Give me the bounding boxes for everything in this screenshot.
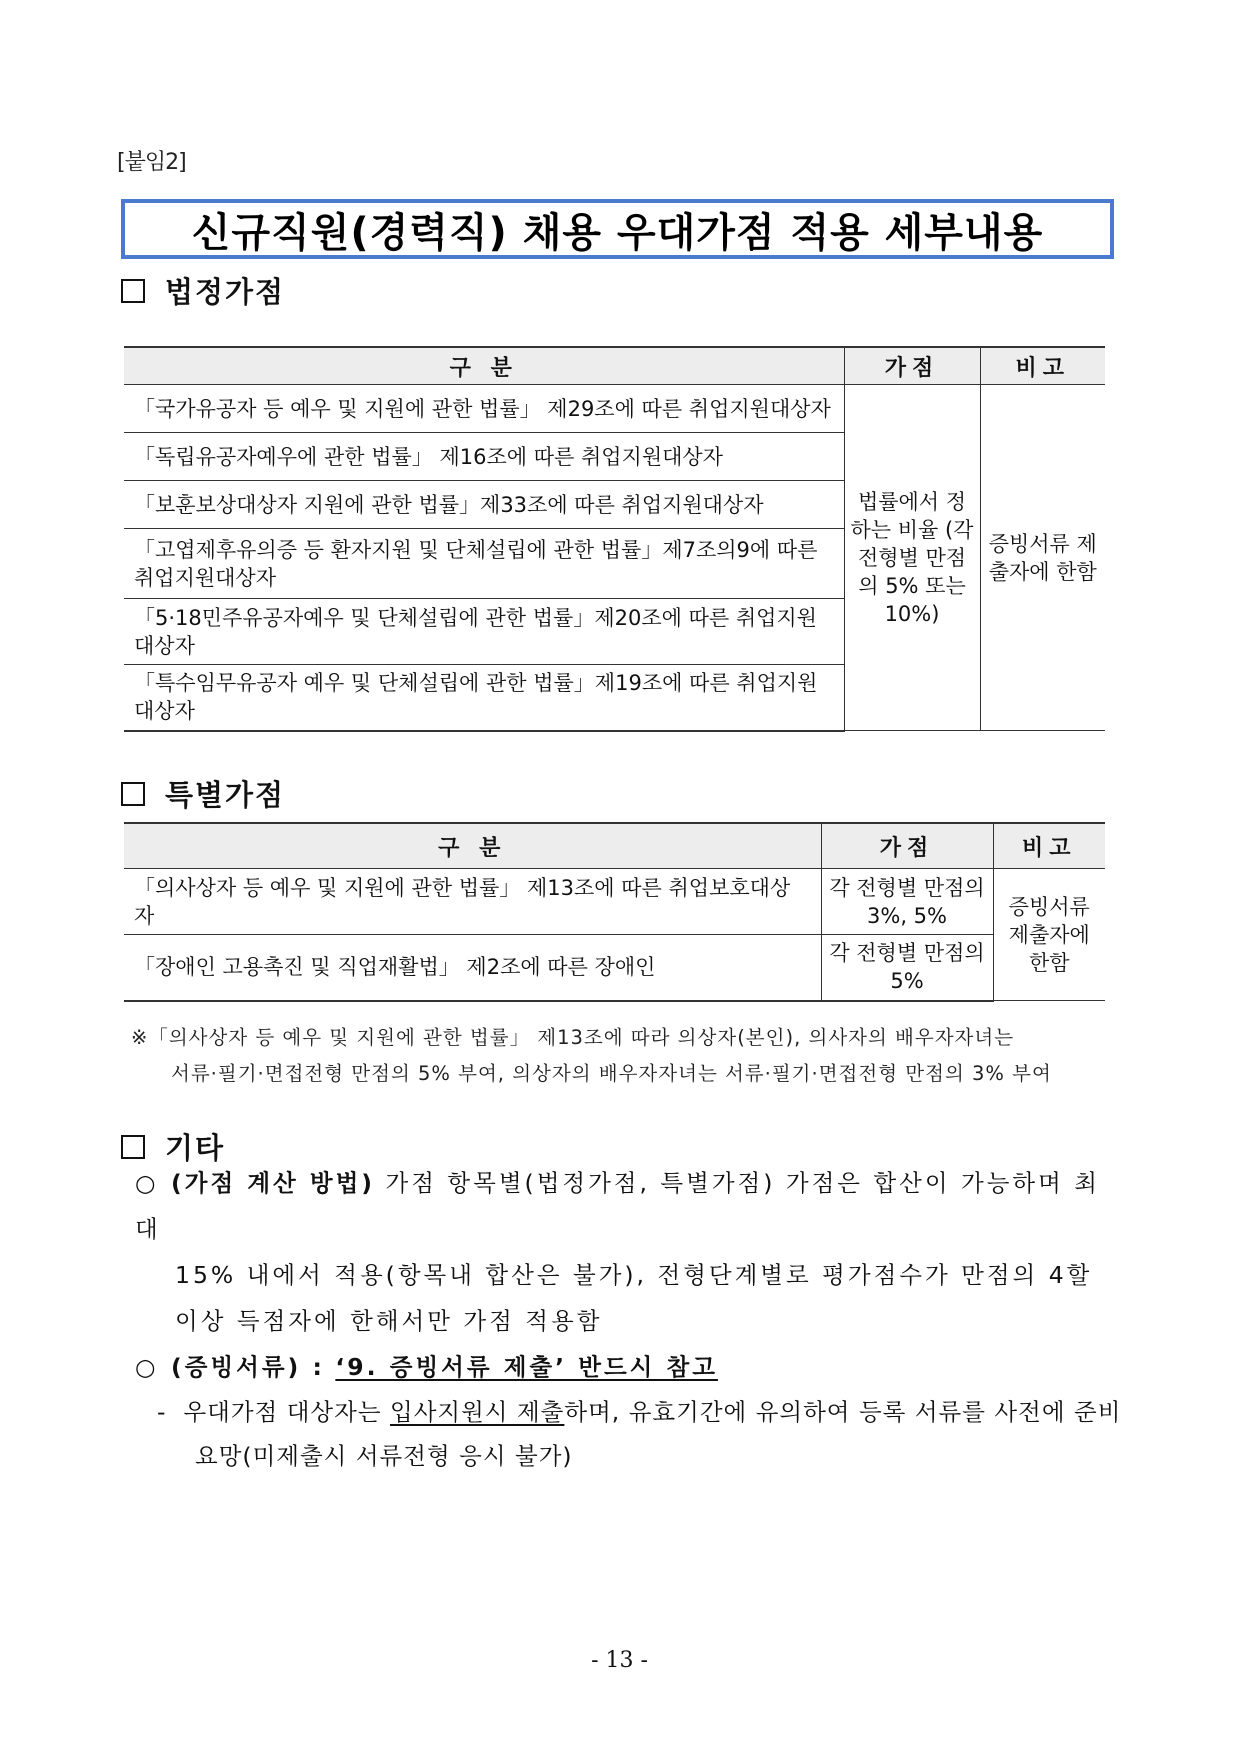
page-number: - 13 -: [591, 1648, 648, 1673]
table-row: 「의사상자 등 예우 및 지원에 관한 법률」 제13조에 따른 취업보호대상자: [124, 869, 821, 935]
section-heading-legal-label: 법정가점: [165, 275, 286, 309]
special-points-note: [131, 1020, 1131, 1092]
dash-bullet-icon: -: [157, 1398, 167, 1426]
special-points-value: 각 전형별 만점의 3%, 5%: [821, 869, 993, 935]
checkbox-icon: [121, 279, 145, 303]
header-category: 구 분: [124, 823, 821, 869]
item-text-line-2: 15% 내에서 적용(항목내 합산은 불가), 전형단계별로 평가점수가 만점의 4할: [175, 1261, 1093, 1289]
table-row: 「독립유공자예우에 관한 법률」 제16조에 따른 취업지원대상자: [124, 433, 844, 481]
other-section-body: [135, 1160, 1125, 1478]
table-row: 「특수임무유공자 예우 및 단체설립에 관한 법률」제19조에 따른 취업지원대상자: [124, 665, 844, 731]
circle-bullet-icon: ○: [135, 1169, 159, 1197]
note-line-1: ※「의사상자 등 예우 및 지원에 관한 법률」 제13조에 따라 의상자(본인), 의사자의 배우자자녀는: [131, 1026, 1015, 1049]
title-box: [121, 199, 1114, 259]
legal-remarks-value: 증빙서류 제출자에 한함: [980, 385, 1105, 731]
sub-item: [135, 1390, 1125, 1478]
sub-text-underlined: 입사지원시 제출: [390, 1398, 565, 1426]
table-row: 「고엽제후유의증 등 환자지원 및 단체설립에 관한 법률」제7조의9에 따른 취업지원대상자: [124, 529, 844, 599]
special-points-value: 각 전형별 만점의 5%: [821, 935, 993, 1001]
table-row: 「국가유공자 등 예우 및 지원에 관한 법률」 제29조에 따른 취업지원대상자: [124, 385, 844, 433]
header-points: 가점: [844, 347, 980, 385]
attachment-label: [붙임2]: [117, 150, 186, 175]
special-remarks-value: 증빙서류 제출자에 한함: [993, 869, 1105, 1001]
sub-text-line-2: 요망(미제출시 서류전형 응시 불가): [195, 1442, 573, 1470]
special-points-table: [124, 822, 1105, 1002]
circle-bullet-icon: ○: [135, 1353, 159, 1381]
header-remarks: 비고: [993, 823, 1105, 869]
section-heading-legal: [121, 270, 285, 311]
table-row: 「장애인 고용촉진 및 직업재활법」 제2조에 따른 장애인: [124, 935, 821, 1001]
list-item: [135, 1344, 1125, 1390]
item-text: 가점 항목별(법정가점, 특별가점) 가점은 합산이 가능하며 최대: [135, 1169, 1100, 1243]
item-title: (증빙서류) :: [171, 1353, 325, 1381]
table-row: 「5·18민주유공자예우 및 단체설립에 관한 법률」제20조에 따른 취업지원대상자: [124, 599, 844, 665]
header-points: 가점: [821, 823, 993, 869]
checkbox-icon: [121, 782, 145, 806]
item-reference: ‘9. 증빙서류 제출’ 반드시 참고: [335, 1353, 718, 1381]
section-heading-special: [121, 773, 285, 814]
header-remarks: 비고: [980, 347, 1105, 385]
legal-points-table: [124, 346, 1105, 732]
checkbox-icon: [121, 1135, 145, 1159]
header-category: 구 분: [124, 347, 844, 385]
section-heading-other-label: 기타: [165, 1131, 226, 1165]
page-title: 신규직원(경력직) 채용 우대가점 적용 세부내용: [191, 209, 1044, 256]
table-row: 「보훈보상대상자 지원에 관한 법률」제33조에 따른 취업지원대상자: [124, 481, 844, 529]
item-title: (가점 계산 방법): [171, 1169, 376, 1197]
item-text-line-3: 이상 득점자에 한해서만 가점 적용함: [175, 1307, 603, 1335]
sub-text-a: 우대가점 대상자는: [183, 1398, 382, 1426]
section-heading-special-label: 특별가점: [165, 778, 286, 812]
list-item: [135, 1160, 1125, 1344]
legal-points-value: 법률에서 정하는 비율 (각 전형별 만점의 5% 또는 10%): [844, 385, 980, 731]
sub-text-b: 하며, 유효기간에 유의하여 등록 서류를 사전에 준비: [564, 1398, 1122, 1426]
note-line-2: 서류·필기·면접전형 만점의 5% 부여, 의상자의 배우자자녀는 서류·필기·면접전형 만점의 3% 부여: [171, 1062, 1052, 1085]
